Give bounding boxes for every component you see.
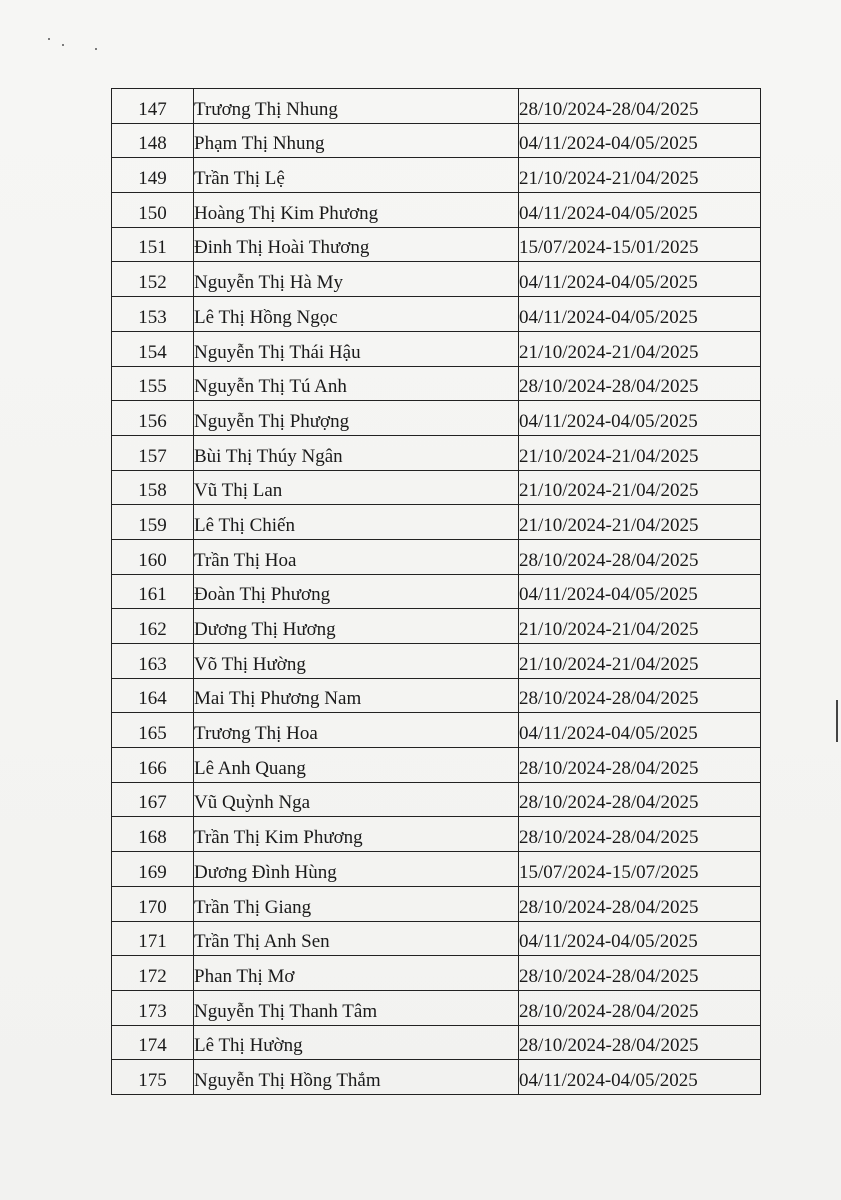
table-row [112, 227, 761, 262]
period-cell: 28/10/2024-28/04/2025 [519, 366, 761, 401]
period-cell: 04/11/2024-04/05/2025 [519, 123, 761, 158]
row-number-cell: 157 [112, 435, 194, 470]
period-cell: 21/10/2024-21/04/2025 [519, 609, 761, 644]
name-cell: Hoàng Thị Kim Phương [194, 193, 519, 228]
table-row [112, 158, 761, 193]
period-cell: 04/11/2024-04/05/2025 [519, 297, 761, 332]
name-cell: Lê Thị Chiến [194, 505, 519, 540]
row-number-cell: 163 [112, 644, 194, 679]
name-cell: Nguyễn Thị Thanh Tâm [194, 990, 519, 1025]
period-cell: 28/10/2024-28/04/2025 [519, 956, 761, 991]
name-cell: Trần Thị Lệ [194, 158, 519, 193]
period-cell: 28/10/2024-28/04/2025 [519, 990, 761, 1025]
row-number-cell: 167 [112, 782, 194, 817]
scan-edge-mark [836, 700, 838, 742]
name-cell: Trần Thị Anh Sen [194, 921, 519, 956]
period-cell: 04/11/2024-04/05/2025 [519, 1060, 761, 1095]
table-row [112, 748, 761, 783]
name-cell: Võ Thị Hường [194, 644, 519, 679]
row-number-cell: 160 [112, 539, 194, 574]
row-number-cell: 171 [112, 921, 194, 956]
period-cell: 04/11/2024-04/05/2025 [519, 193, 761, 228]
row-number-cell: 153 [112, 297, 194, 332]
name-cell: Dương Đình Hùng [194, 852, 519, 887]
table-row [112, 956, 761, 991]
row-number-cell: 150 [112, 193, 194, 228]
row-number-cell: 156 [112, 401, 194, 436]
name-cell: Nguyễn Thị Hà My [194, 262, 519, 297]
row-number-cell: 174 [112, 1025, 194, 1060]
table-row [112, 331, 761, 366]
table-row [112, 990, 761, 1025]
name-cell: Nguyễn Thị Thái Hậu [194, 331, 519, 366]
period-cell: 04/11/2024-04/05/2025 [519, 921, 761, 956]
row-number-cell: 166 [112, 748, 194, 783]
period-cell: 21/10/2024-21/04/2025 [519, 435, 761, 470]
name-cell: Nguyễn Thị Tú Anh [194, 366, 519, 401]
row-number-cell: 168 [112, 817, 194, 852]
table-row [112, 435, 761, 470]
table-row [112, 886, 761, 921]
name-cell: Trần Thị Hoa [194, 539, 519, 574]
table-row [112, 644, 761, 679]
name-cell: Nguyễn Thị Phượng [194, 401, 519, 436]
table-row [112, 713, 761, 748]
roster-table-body [112, 89, 761, 1095]
name-cell: Trần Thị Kim Phương [194, 817, 519, 852]
row-number-cell: 158 [112, 470, 194, 505]
row-number-cell: 175 [112, 1060, 194, 1095]
period-cell: 15/07/2024-15/07/2025 [519, 852, 761, 887]
row-number-cell: 147 [112, 89, 194, 124]
period-cell: 28/10/2024-28/04/2025 [519, 782, 761, 817]
row-number-cell: 169 [112, 852, 194, 887]
period-cell: 04/11/2024-04/05/2025 [519, 262, 761, 297]
name-cell: Vũ Thị Lan [194, 470, 519, 505]
period-cell: 21/10/2024-21/04/2025 [519, 158, 761, 193]
period-cell: 28/10/2024-28/04/2025 [519, 1025, 761, 1060]
table-row [112, 89, 761, 124]
period-cell: 28/10/2024-28/04/2025 [519, 886, 761, 921]
row-number-cell: 173 [112, 990, 194, 1025]
row-number-cell: 151 [112, 227, 194, 262]
name-cell: Trương Thị Nhung [194, 89, 519, 124]
row-number-cell: 172 [112, 956, 194, 991]
row-number-cell: 152 [112, 262, 194, 297]
row-number-cell: 155 [112, 366, 194, 401]
name-cell: Đoàn Thị Phương [194, 574, 519, 609]
table-row [112, 470, 761, 505]
row-number-cell: 161 [112, 574, 194, 609]
period-cell: 21/10/2024-21/04/2025 [519, 470, 761, 505]
table-row [112, 505, 761, 540]
period-cell: 21/10/2024-21/04/2025 [519, 644, 761, 679]
table-row [112, 401, 761, 436]
scan-speck [62, 44, 64, 46]
period-cell: 28/10/2024-28/04/2025 [519, 678, 761, 713]
name-cell: Lê Thị Hồng Ngọc [194, 297, 519, 332]
name-cell: Dương Thị Hương [194, 609, 519, 644]
name-cell: Nguyễn Thị Hồng Thắm [194, 1060, 519, 1095]
table-row [112, 297, 761, 332]
period-cell: 28/10/2024-28/04/2025 [519, 89, 761, 124]
name-cell: Phan Thị Mơ [194, 956, 519, 991]
period-cell: 04/11/2024-04/05/2025 [519, 713, 761, 748]
table-row [112, 678, 761, 713]
period-cell: 04/11/2024-04/05/2025 [519, 574, 761, 609]
scan-speck [95, 48, 97, 50]
table-row [112, 123, 761, 158]
scan-speck [48, 38, 50, 40]
name-cell: Mai Thị Phương Nam [194, 678, 519, 713]
row-number-cell: 148 [112, 123, 194, 158]
period-cell: 28/10/2024-28/04/2025 [519, 817, 761, 852]
period-cell: 04/11/2024-04/05/2025 [519, 401, 761, 436]
period-cell: 21/10/2024-21/04/2025 [519, 505, 761, 540]
name-cell: Lê Anh Quang [194, 748, 519, 783]
table-row [112, 782, 761, 817]
table-row [112, 609, 761, 644]
row-number-cell: 154 [112, 331, 194, 366]
row-number-cell: 162 [112, 609, 194, 644]
row-number-cell: 149 [112, 158, 194, 193]
row-number-cell: 165 [112, 713, 194, 748]
table-row [112, 366, 761, 401]
row-number-cell: 159 [112, 505, 194, 540]
name-cell: Bùi Thị Thúy Ngân [194, 435, 519, 470]
roster-table [111, 88, 761, 1095]
table-row [112, 574, 761, 609]
period-cell: 28/10/2024-28/04/2025 [519, 748, 761, 783]
table-row [112, 921, 761, 956]
table-row [112, 817, 761, 852]
table-row [112, 193, 761, 228]
period-cell: 21/10/2024-21/04/2025 [519, 331, 761, 366]
row-number-cell: 170 [112, 886, 194, 921]
table-row [112, 262, 761, 297]
table-row [112, 852, 761, 887]
table-row [112, 1060, 761, 1095]
period-cell: 28/10/2024-28/04/2025 [519, 539, 761, 574]
name-cell: Vũ Quỳnh Nga [194, 782, 519, 817]
name-cell: Phạm Thị Nhung [194, 123, 519, 158]
name-cell: Đinh Thị Hoài Thương [194, 227, 519, 262]
row-number-cell: 164 [112, 678, 194, 713]
name-cell: Trần Thị Giang [194, 886, 519, 921]
table-row [112, 1025, 761, 1060]
name-cell: Lê Thị Hường [194, 1025, 519, 1060]
name-cell: Trương Thị Hoa [194, 713, 519, 748]
period-cell: 15/07/2024-15/01/2025 [519, 227, 761, 262]
table-row [112, 539, 761, 574]
